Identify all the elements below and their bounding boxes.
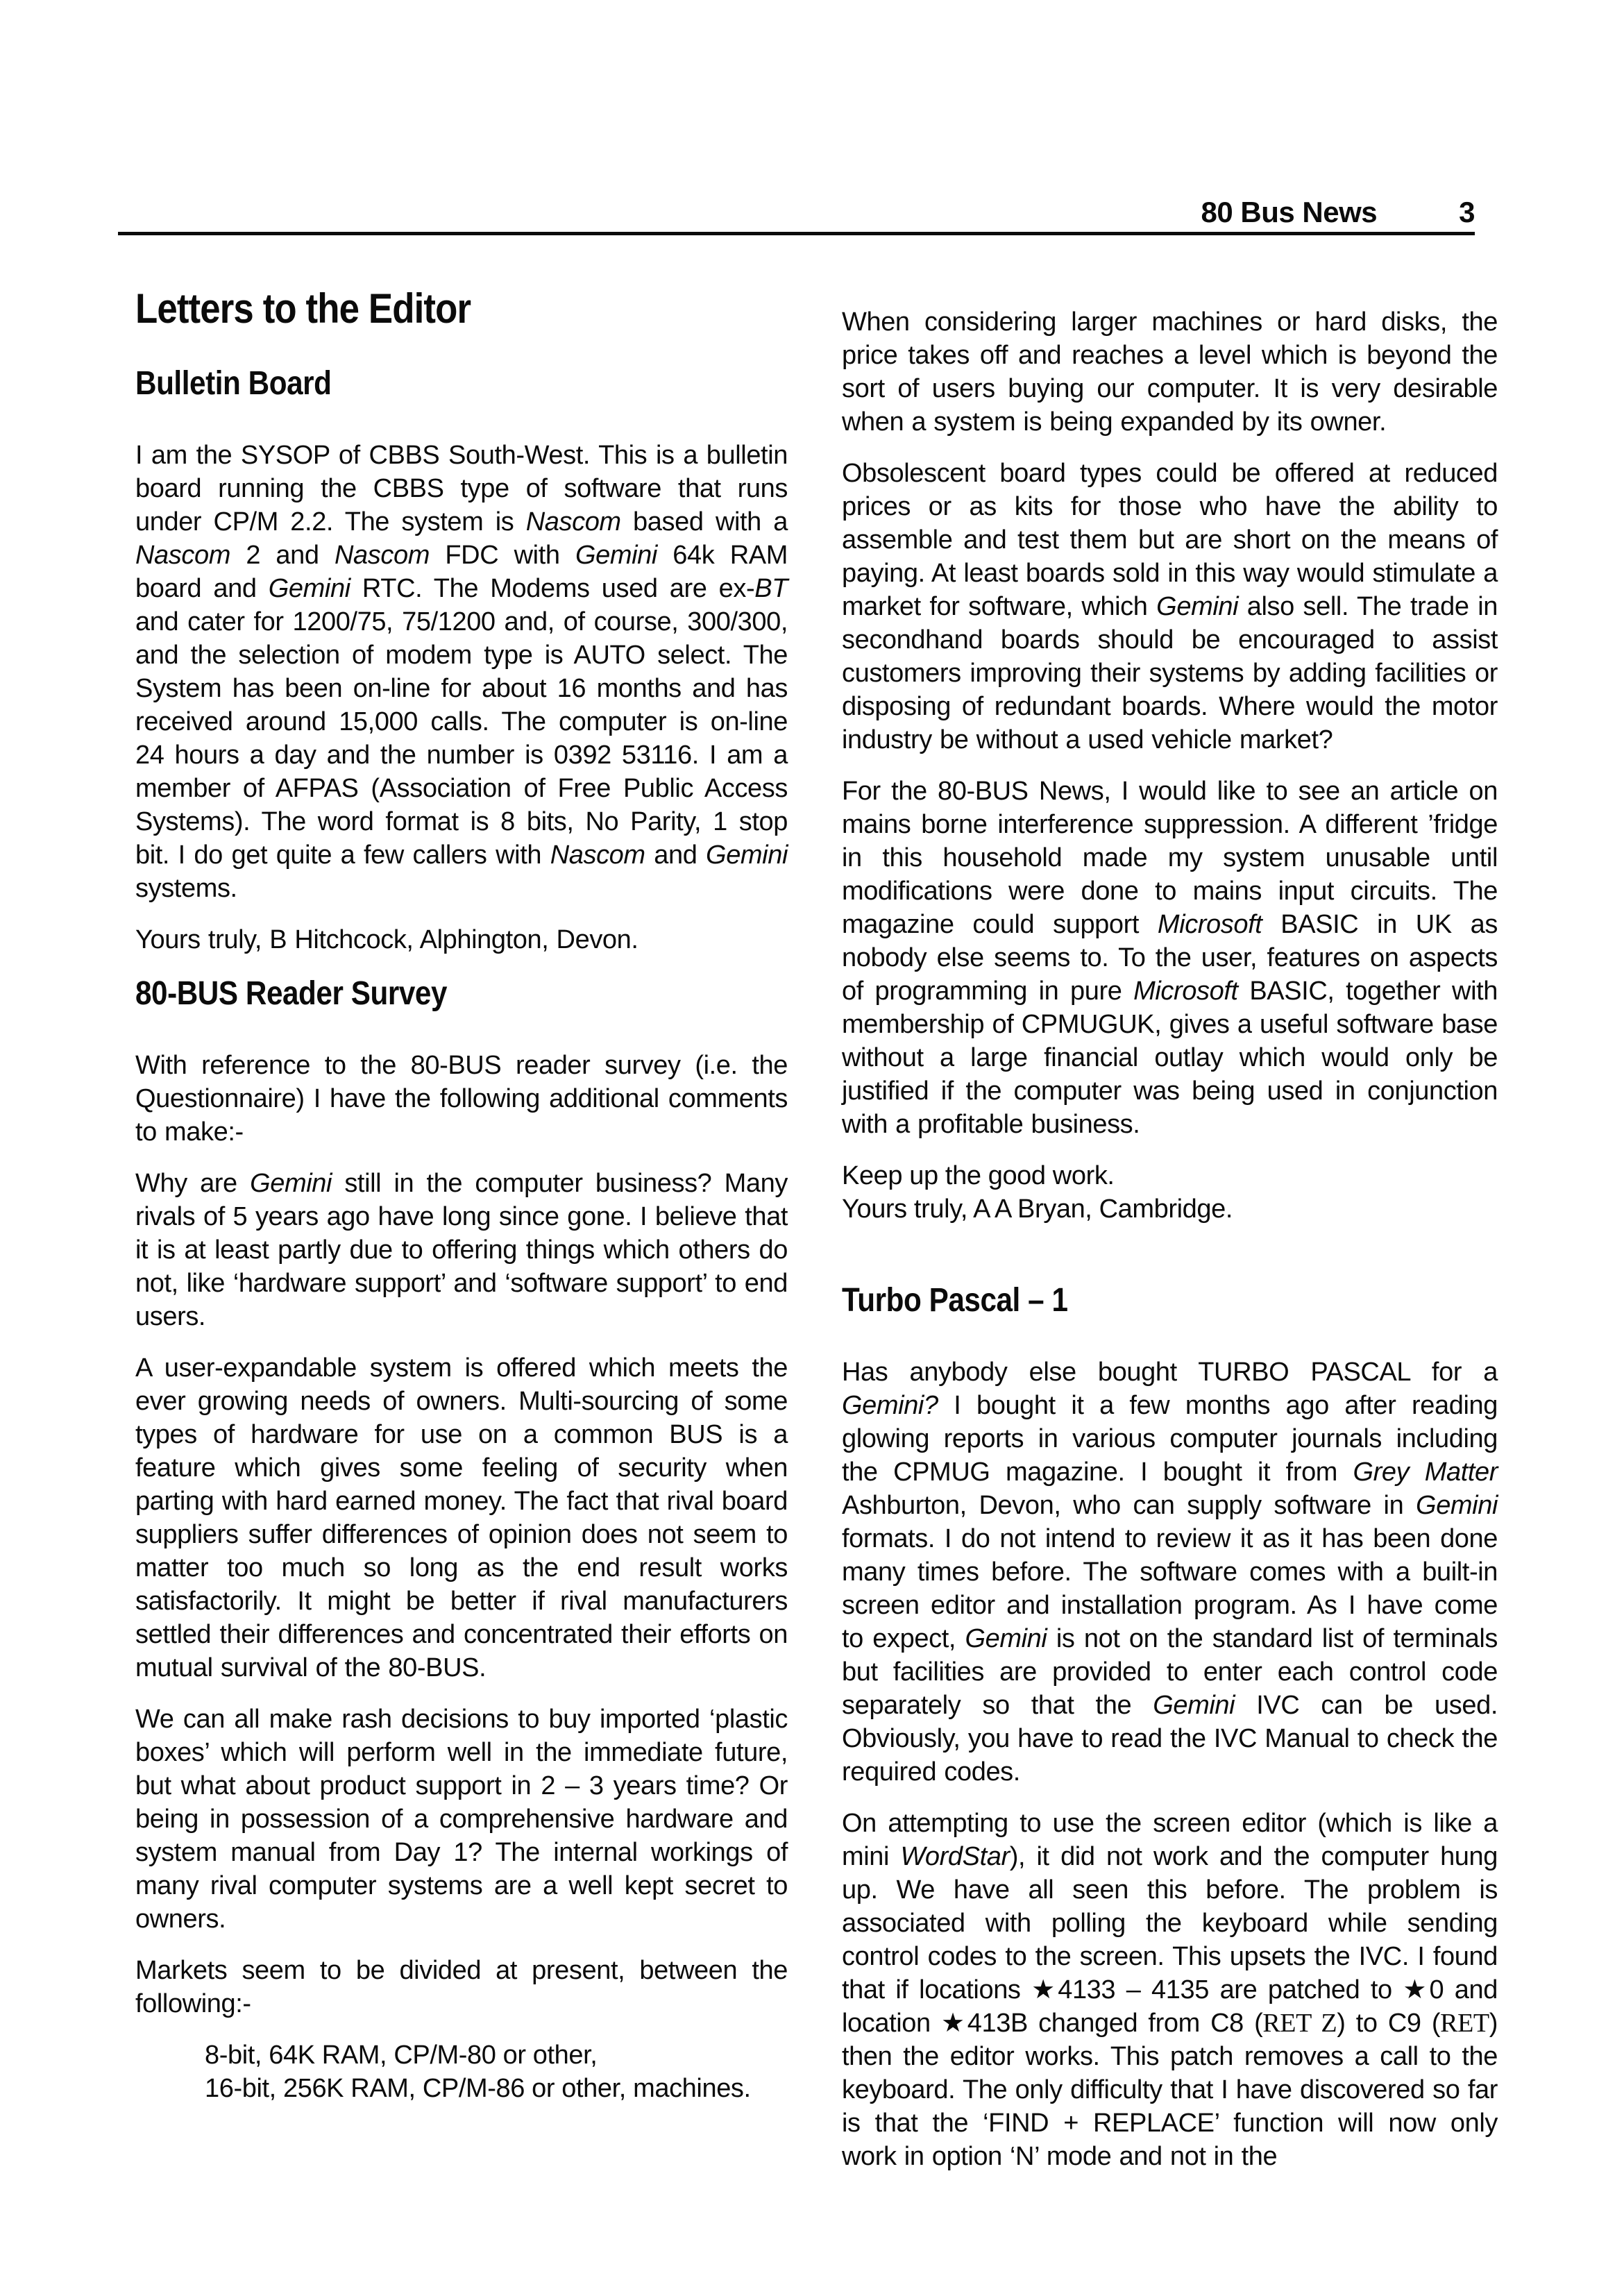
- signoff-hitchcock: Yours truly, B Hitchcock, Alphington, Devon.: [135, 925, 638, 954]
- journal-title: 80 Bus News: [1201, 196, 1378, 228]
- article-title: Letters to the Editor: [135, 285, 471, 332]
- paragraph-survey-intro: With reference to the 80-BUS reader survey (i.e. the Questionnaire) I have the following additional comments to make:-: [135, 1051, 788, 1147]
- signoff-line: Yours truly, A A Bryan, Cambridge.: [842, 1195, 1233, 1224]
- page-header: [118, 196, 1475, 229]
- paragraph-turbo-pascal-intro: Has anybody else bought TURBO PASCAL for a Gemini? I bought it a few months ago after reading glowing reports in various computer journals including the CPMUG magazine. I bought it from Grey Matter Ashburton, Devon, who can supply software in Gemini formats. I do not intend to review it as it has been done many times before. The software comes with a built-in screen editor and installation program. As I have come to expect, Gemini is not on the standard list of terminals but facilities are provided to enter each control code separately so that the Gemini IVC can be used. Obviously, you have to read the IVC Manual to check the required codes.: [842, 1358, 1498, 1787]
- header-rule: [118, 232, 1475, 235]
- section-heading-turbo-pascal: Turbo Pascal – 1: [842, 1282, 1068, 1319]
- signoff-line: Keep up the good work.: [842, 1161, 1115, 1190]
- paragraph-bulletin-board: I am the SYSOP of CBBS South-West. This is a bulletin board running the CBBS type of software that runs under CP/M 2.2. The system is Nascom based with a Nascom 2 and Nascom FDC with Gemini 64k RAM board and Gemini RTC. The Modems used are ex-BT and cater for 1200/75, 75/1200 and, of course, 300/300, and the selection of modem type is AUTO select. The System has been on-line for about 16 months and has received around 15,000 calls. The computer is on-line 24 hours a day and the number is 0392 53116. I am a member of AFPAS (Association of Free Public Access Systems). The word format is 8 bits, No Parity, 1 stop bit. I do get quite a few callers with Nascom and Gemini systems.: [135, 441, 788, 903]
- paragraph-rash-decisions: We can all make rash decisions to buy imported ‘plastic boxes’ which will perform well in the immediate future, but what about product support in 2 – 3 years time? Or being in possession of a comprehensive hardware and system manual from Day 1? The internal workings of many rival computer systems are a well kept secret to owners.: [135, 1705, 788, 1934]
- paragraph-quote-why-gemini: Why are Gemini still in the computer business? Many rivals of 5 years ago have long since gone. I believe that it is at least partly due to offering things which others do not, like ‘hardware support’ and ‘software support’ to end users.: [135, 1169, 788, 1331]
- paragraph-screen-editor-patch: On attempting to use the screen editor (which is like a mini WordStar), it did not work and the computer hung up. We have all seen this before. The problem is associated with polling the keyboard while sending control codes to the screen. This upsets the IVC. I found that if locations ★4133 – 4135 are patched to ★0 and location ★413B changed from C8 (RET Z) to C9 (RET) then the editor works. This patch removes a call to the keyboard. The only difficulty that I have discovered so far is that the ‘FIND + REPLACE’ function will now only work in option ‘N’ mode and not in the: [842, 1809, 1498, 2171]
- page-number: 3: [1459, 196, 1475, 228]
- left-column: [135, 285, 788, 2105]
- machine-type-list: [205, 2038, 788, 2105]
- right-column: [842, 305, 1498, 2173]
- paragraph-obsolescent-boards: Obsolescent board types could be offered at reduced prices or as kits for those who have the ability to assemble and test them but are short on the means of paying. At least boards sold in this way would stimulate a market for software, which Gemini also sell. The trade in secondhand boards should be encouraged to assist customers improving their systems by adding facilities or disposing of redundant boards. Where would the motor industry be without a used vehicle market?: [842, 459, 1498, 754]
- list-item: 8-bit, 64K RAM, CP/M-80 or other,: [205, 2041, 598, 2070]
- signoff-bryan: [842, 1159, 1498, 1226]
- section-heading-bulletin-board: Bulletin Board: [135, 365, 332, 402]
- paragraph-markets: Markets seem to be divided at present, between the following:-: [135, 1956, 788, 2018]
- section-heading-reader-survey: 80-BUS Reader Survey: [135, 975, 448, 1012]
- paragraph-for-the-80bus-news: For the 80-BUS News, I would like to see an article on mains borne interference suppression. A different ’fridge in this household made my system unusable until modifications were done to mains input circuits. The magazine could support Microsoft BASIC in UK as nobody else seems to. To the user, features on aspects of programming in pure Microsoft BASIC, together with membership of CPMUGUK, gives a useful software base without a large financial outlay which would only be justified if the computer was being used in conjunction with a profitable business.: [842, 777, 1498, 1139]
- list-item: 16-bit, 256K RAM, CP/M-86 or other, machines.: [205, 2074, 751, 2103]
- paragraph-quote-user-expandable: A user-expandable system is offered which meets the ever growing needs of owners. Multi-sourcing of some types of hardware for use on a common BUS is a feature which gives some feeling of security when parting with hard earned money. The fact that rival board suppliers suffer differences of opinion does not seem to matter too much so long as the end result works satisfactorily. It might be better if rival manufacturers settled their differences and concentrated their efforts on mutual survival of the 80-BUS.: [135, 1353, 788, 1682]
- paragraph-when-considering: When considering larger machines or hard disks, the price takes off and reaches a level which is beyond the sort of users buying our computer. It is very desirable when a system is being expanded by its owner.: [842, 307, 1498, 437]
